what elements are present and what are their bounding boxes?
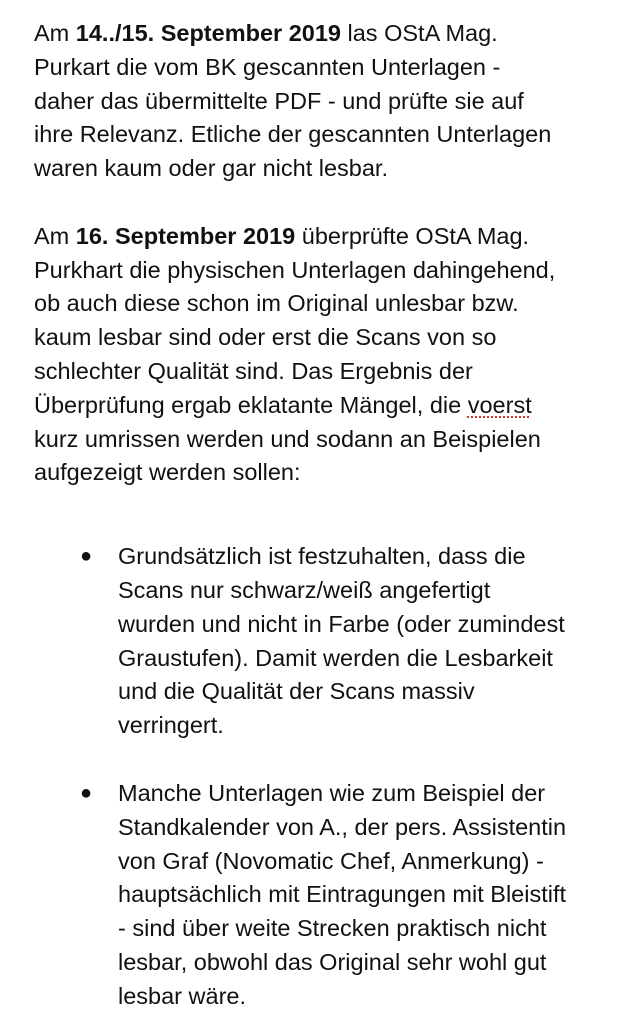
date-14-15-september-2019: 14../15. September 2019 xyxy=(75,20,341,46)
text-line: hauptsächlich mit Eintragungen mit Bleistift xyxy=(118,881,567,908)
text-line: lesbar wäre. xyxy=(118,982,246,1009)
text-line: kaum lesbar sind oder erst die Scans von so xyxy=(34,324,497,351)
paragraph-intro xyxy=(34,17,634,186)
bullet-item-calendar xyxy=(34,777,634,1014)
date-16-september-2019: 16. September 2019 xyxy=(75,222,296,249)
bullet-icon: ● xyxy=(80,781,93,804)
document-body xyxy=(34,17,634,1014)
text-line: Purkart die vom BK gescannten Unterlagen - xyxy=(34,53,501,80)
paragraph-review xyxy=(34,220,634,490)
spellcheck-flagged-word[interactable]: voerst xyxy=(467,391,532,418)
text-line: lesbar, obwohl das Original sehr wohl gut xyxy=(118,948,547,975)
text-line: waren kaum oder gar nicht lesbar. xyxy=(34,155,388,182)
text-line: - sind über weite Strecken praktisch nicht xyxy=(118,915,547,942)
text-line: Standkalender von A., der pers. Assistentin xyxy=(118,813,567,840)
bullet-item-scan-quality xyxy=(34,540,634,743)
text-line: ob auch diese schon im Original unlesbar bzw. xyxy=(34,290,519,317)
text-line: Grundsätzlich ist festzuhalten, dass die xyxy=(118,543,526,570)
text-line: und die Qualität der Scans massiv xyxy=(118,678,475,705)
bullet-list xyxy=(34,540,634,1013)
text-line: Am 16. September 2019 überprüfte OStA Mag. xyxy=(34,222,530,249)
text-line: Am 14../15. September 2019 las OStA Mag. xyxy=(34,20,498,46)
text-line: Graustufen). Damit werden die Lesbarkeit xyxy=(118,644,553,671)
text-line: Scans nur schwarz/weiß angefertigt xyxy=(118,576,491,603)
text-line-with-spell-flag: Überprüfung ergab eklatante Mängel, die voerst xyxy=(34,391,532,418)
text-line: daher das übermittelte PDF - und prüfte sie auf xyxy=(34,87,524,114)
text-line: aufgezeigt werden sollen: xyxy=(34,459,301,486)
text-line: Purkhart die physischen Unterlagen dahingehend, xyxy=(34,256,556,283)
text-line: schlechter Qualität sind. Das Ergebnis der xyxy=(34,357,473,384)
text-line: verringert. xyxy=(118,712,224,739)
text-line: Manche Unterlagen wie zum Beispiel der xyxy=(118,779,546,806)
text-line: wurden und nicht in Farbe (oder zumindest xyxy=(118,610,565,637)
bullet-icon: ● xyxy=(80,545,93,568)
text-line: ihre Relevanz. Etliche der gescannten Unterlagen xyxy=(34,121,552,148)
text-line: von Graf (Novomatic Chef, Anmerkung) - xyxy=(118,847,544,874)
text-line: kurz umrissen werden und sodann an Beispielen xyxy=(34,425,541,452)
